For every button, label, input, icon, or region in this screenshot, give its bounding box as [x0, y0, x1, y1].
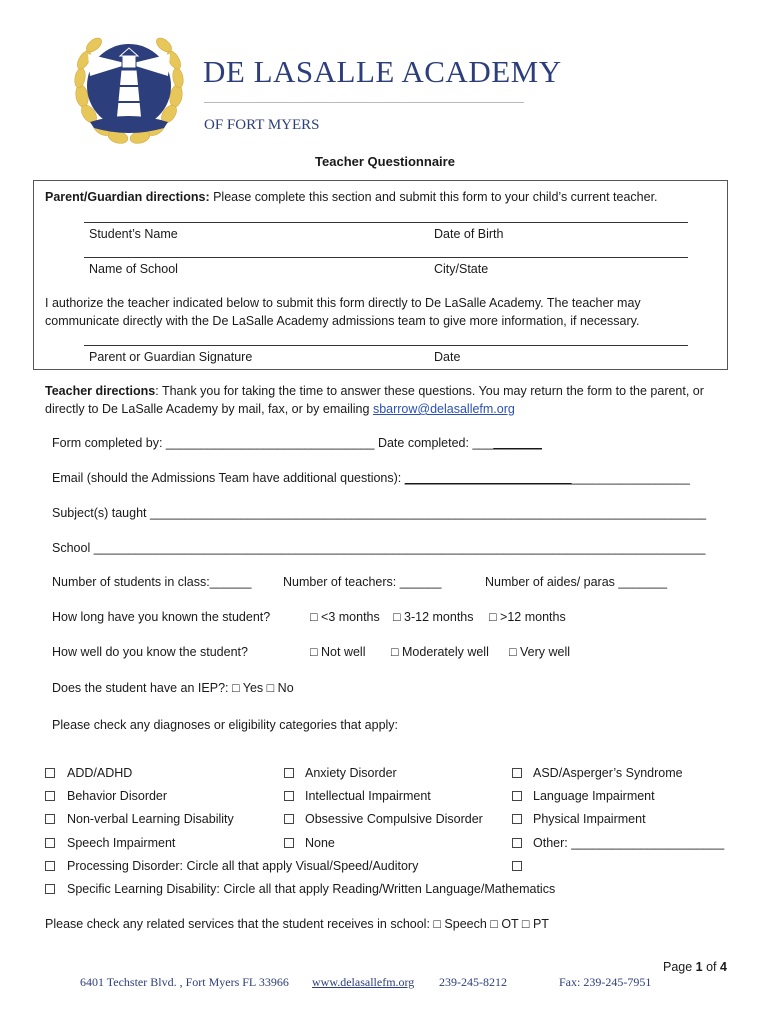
footer-address: 6401 Techster Blvd. , Fort Myers FL 33966	[80, 975, 289, 989]
diagnosis-none: None	[305, 836, 335, 850]
teacher-directions-text-2: directly to De LaSalle Academy by mail, fax, or by emailing	[45, 402, 373, 416]
checkbox[interactable]	[284, 812, 294, 826]
diagnosis-speech: Speech Impairment	[67, 836, 176, 850]
parent-directions	[45, 190, 658, 204]
checkbox[interactable]	[512, 789, 522, 803]
checkbox[interactable]	[284, 766, 294, 780]
teacher-directions-line-1	[45, 384, 704, 398]
academy-name: DE LASALLE ACADEMY	[203, 54, 562, 89]
parent-directions-label: Parent/Guardian directions:	[45, 190, 210, 204]
known-option-3-12[interactable]: □ 3-12 months	[393, 610, 474, 624]
iep-question[interactable]: Does the student have an IEP?: □ Yes □ No	[52, 681, 294, 695]
well-question: How well do you know the student?	[52, 645, 248, 659]
diagnosis-language: Language Impairment	[533, 789, 655, 803]
school-name-line[interactable]	[84, 257, 688, 258]
checkbox[interactable]	[45, 859, 55, 873]
teacher-directions-line-2	[45, 402, 515, 416]
checkbox[interactable]	[512, 766, 522, 780]
page-total: 4	[720, 960, 727, 974]
student-name-label: Student’s Name	[89, 227, 178, 241]
signature-date-label: Date	[434, 350, 461, 364]
school-label: School	[52, 541, 94, 555]
footer-fax: Fax: 239-245-7951	[559, 975, 652, 989]
checkbox[interactable]	[45, 789, 55, 803]
school-blank[interactable]: ________________________________________________________________________________________	[93, 541, 706, 555]
checkbox[interactable]	[45, 882, 55, 896]
number-of-aides[interactable]: Number of aides/ paras _______	[485, 575, 668, 589]
title-divider	[204, 102, 524, 103]
diagnosis-intellectual: Intellectual Impairment	[305, 789, 431, 803]
well-option-moderately[interactable]: □ Moderately well	[391, 645, 489, 659]
form-title: Teacher Questionnaire	[315, 154, 455, 169]
page-number	[663, 960, 727, 974]
checkbox[interactable]	[512, 812, 522, 826]
number-of-teachers[interactable]: Number of teachers: ______	[283, 575, 442, 589]
academy-subtitle: OF FORT MYERS	[204, 117, 320, 133]
student-name-line[interactable]	[84, 222, 688, 223]
diagnosis-specific-ld: Specific Learning Disability: Circle all that apply Reading/Written Language/Mathematics	[67, 882, 556, 896]
services-prompt[interactable]: Please check any related services that the student receives in school: □ Speech □ OT □ PT	[45, 917, 549, 931]
diagnosis-anxiety: Anxiety Disorder	[305, 766, 397, 780]
lighthouse-laurel-icon	[68, 26, 190, 148]
diagnosis-other[interactable]: Other: ______________________	[533, 836, 725, 850]
email-blank-3[interactable]: ___	[668, 471, 690, 485]
email-question-text: Email (should the Admissions Team have additional questions):	[52, 471, 405, 485]
email-blank[interactable]: ________________________	[404, 471, 572, 485]
checkbox[interactable]	[512, 836, 522, 850]
academy-logo	[68, 26, 190, 148]
checkbox[interactable]	[45, 812, 55, 826]
diagnosis-asd: ASD/Asperger’s Syndrome	[533, 766, 683, 780]
diagnosis-add-adhd: ADD/ADHD	[67, 766, 133, 780]
email-blank-2[interactable]: ______________	[571, 471, 669, 485]
page-of: of	[702, 960, 720, 974]
form-completed-by[interactable]	[52, 436, 542, 450]
email-link[interactable]: sbarrow@delasallefm.org	[372, 402, 515, 416]
diagnosis-behavior: Behavior Disorder	[67, 789, 168, 803]
page-current: 1	[695, 960, 703, 974]
checkbox[interactable]	[284, 836, 294, 850]
checkbox[interactable]	[45, 766, 55, 780]
page-prefix: Page	[663, 960, 696, 974]
checkbox[interactable]	[512, 859, 522, 873]
email-question[interactable]	[52, 471, 690, 485]
footer-phone: 239-245-8212	[439, 975, 507, 989]
diagnoses-prompt: Please check any diagnoses or eligibility categories that apply:	[52, 718, 399, 732]
signature-label: Parent or Guardian Signature	[89, 350, 253, 364]
school-name-label: Name of School	[89, 262, 178, 276]
checkbox[interactable]	[45, 836, 55, 850]
teacher-directions-text: : Thank you for taking the time to answer these questions. You may return the form to the parent, or	[155, 384, 704, 398]
well-option-not[interactable]: □ Not well	[310, 645, 366, 659]
city-state-label: City/State	[434, 262, 489, 276]
dob-label: Date of Birth	[434, 227, 504, 241]
subjects-label: Subject(s) taught	[52, 506, 150, 520]
footer-website-link[interactable]: www.delasallefm.org	[312, 975, 415, 989]
form-completed-by-text: Form completed by: ______________________________ Date completed: ___	[52, 436, 494, 450]
date-completed-blank[interactable]: _______	[493, 436, 542, 450]
known-question: How long have you known the student?	[52, 610, 271, 624]
known-option-lt3[interactable]: □ <3 months	[310, 610, 380, 624]
signature-line[interactable]	[84, 345, 688, 346]
authorize-line-1: I authorize the teacher indicated below to submit this form directly to De LaSalle Academy. The teacher may	[45, 296, 641, 310]
known-option-gt12[interactable]: □ >12 months	[489, 610, 566, 624]
subjects-taught[interactable]	[52, 506, 706, 520]
diagnosis-nonverbal: Non-verbal Learning Disability	[67, 812, 234, 826]
diagnosis-processing: Processing Disorder: Circle all that apply Visual/Speed/Auditory	[67, 859, 419, 873]
students-in-class[interactable]: Number of students in class:______	[52, 575, 252, 589]
school-field[interactable]	[52, 541, 705, 555]
authorize-line-2: communicate directly with the De LaSalle Academy admissions team to give more information, if necessary.	[45, 314, 640, 328]
parent-directions-text: Please complete this section and submit this form to your child’s current teacher.	[209, 190, 658, 204]
diagnosis-ocd: Obsessive Compulsive Disorder	[305, 812, 483, 826]
well-option-very[interactable]: □ Very well	[509, 645, 571, 659]
diagnosis-physical: Physical Impairment	[533, 812, 646, 826]
subjects-blank[interactable]: ________________________________________________________________________________	[149, 506, 707, 520]
teacher-directions-label: Teacher directions	[45, 384, 156, 398]
checkbox[interactable]	[284, 789, 294, 803]
